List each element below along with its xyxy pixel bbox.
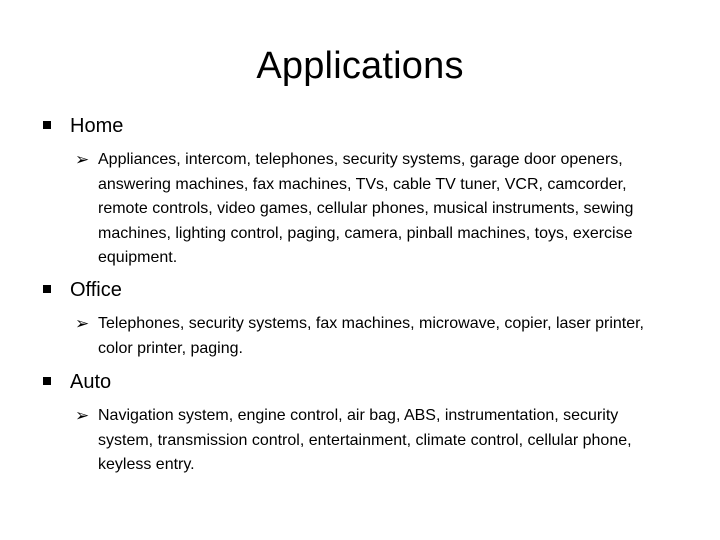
list-item-text: Telephones, security systems, fax machines, microwave, copier, laser printer, color printer, paging. (98, 315, 644, 357)
section-heading-label: Home (70, 115, 124, 137)
square-bullet-icon (43, 121, 51, 129)
section-heading-auto (43, 369, 111, 395)
list-item-office-1 (75, 312, 675, 361)
arrow-bullet-icon: ➢ (75, 314, 90, 333)
square-bullet-icon (43, 285, 51, 293)
section-heading-home (43, 113, 123, 139)
section-heading-office (43, 277, 122, 303)
arrow-bullet-icon: ➢ (75, 150, 90, 169)
square-bullet-icon (43, 377, 51, 385)
list-item-auto-1 (75, 404, 675, 478)
slide-title: Applications (256, 45, 464, 87)
section-heading-label: Office (70, 279, 122, 301)
arrow-bullet-icon: ➢ (75, 406, 90, 425)
list-item-home-1 (75, 148, 675, 271)
section-heading-label: Auto (70, 371, 112, 393)
list-item-text: Navigation system, engine control, air bag, ABS, instrumentation, security system, transmission control, entertainment, climate control, cellular phone, keyless entry. (98, 407, 632, 474)
list-item-text: Appliances, intercom, telephones, security systems, garage door openers, answering machines, fax machines, TVs, cable TV tuner, VCR, camcorder, remote controls, video games, cellular phones, musical instruments, sewing machines, lighting control, paging, camera, pinball machines, toys, exercise equipment. (98, 151, 634, 267)
